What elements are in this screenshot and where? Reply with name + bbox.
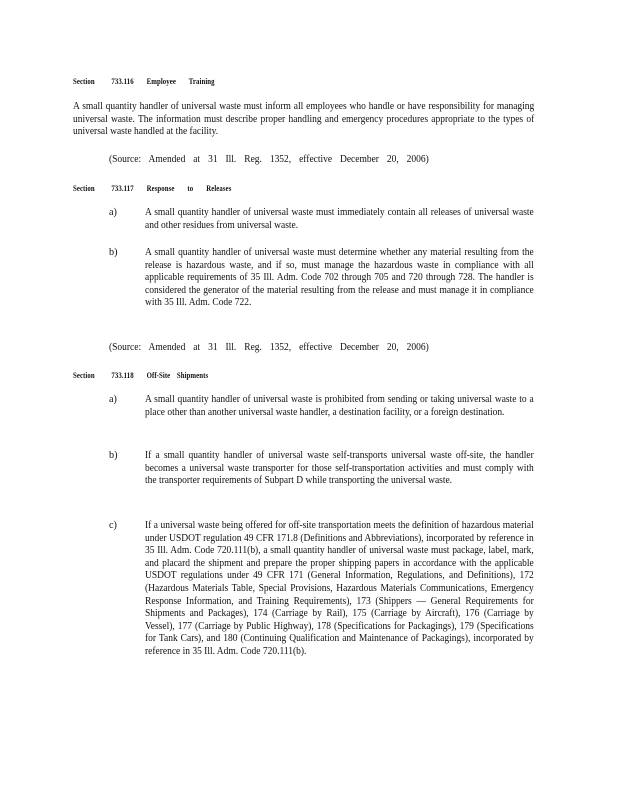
item-marker: b) <box>109 450 118 461</box>
section-label: Section <box>73 183 95 193</box>
section-title: Off-Site Shipments <box>146 370 209 380</box>
section-label: Section <box>73 76 95 86</box>
item-text: A small quantity handler of universal waste must immediately contain all releases of universal waste and other residues from universal waste. <box>145 207 534 231</box>
item-text: A small quantity handler of universal waste must determine whether any material resulting from the release is hazardous waste, and if so, must manage the hazardous waste in compliance with all applicable requirements of 35 Ill. Adm. Code 702 through 705 and 720 through 728. The handler is considered the generator of the material resulting from the release and must manage it in compliance with 35 Ill. Adm. Code 722. <box>145 247 534 309</box>
item-marker: c) <box>109 520 117 531</box>
section-title: Employee Training <box>146 76 215 86</box>
section-title: Response to Releases <box>146 183 232 193</box>
section-number: 733.118 <box>111 370 134 380</box>
section-heading-733-118 <box>73 370 208 380</box>
item-marker: a) <box>109 207 117 218</box>
item-marker: b) <box>109 247 118 258</box>
source-note-733-116: (Source: Amended at 31 Ill. Reg. 1352, effective December 20, 2006) <box>109 154 429 165</box>
section-number: 733.116 <box>111 76 134 86</box>
section-heading-733-116 <box>73 76 215 86</box>
item-text: If a small quantity handler of universal waste self-transports universal waste off-site, the handler becomes a universal waste transporter for those self-transportation activities and must comply with the transporter requirements of Subpart D while transporting the universal waste. <box>145 450 534 487</box>
section-heading-733-117 <box>73 183 231 193</box>
item-marker: a) <box>109 394 117 405</box>
source-note-733-117: (Source: Amended at 31 Ill. Reg. 1352, effective December 20, 2006) <box>109 342 429 353</box>
item-text: A small quantity handler of universal waste is prohibited from sending or taking universal waste to a place other than another universal waste handler, a destination facility, or a foreign destination. <box>145 394 534 418</box>
section-label: Section <box>73 370 95 380</box>
item-text: If a universal waste being offered for off-site transportation meets the definition of hazardous material under USDOT regulation 49 CFR 171.8 (Definitions and Abbreviations), incorporated by reference in 35 Ill. Adm. Code 720.111(b), a small quantity handler of universal waste must package, label, mark, and placard the shipment and prepare the proper shipping papers in accordance with the applicable USDOT regulations under 49 CFR 171 (General Information, Regulations, and Definitions), 172 (Hazardous Materials Table, Special Provisions, Hazardous Materials Communications, Emergency Response Information, and Training Requirements), 173 (Shippers — General Requirements for Shipments and Packages), 174 (Carriage by Rail), 175 (Carriage by Aircraft), 176 (Carriage by Vessel), 177 (Carriage by Public Highway), 178 (Specifications for Packagings), 179 (Specifications for Tank Cars), and 180 (Continuing Qualification and Maintenance of Packagings), incorporated by reference in 35 Ill. Adm. Code 720.111(b). <box>145 520 534 657</box>
section-body-733-116: A small quantity handler of universal waste must inform all employees who handle or have responsibility for managing universal waste. The information must describe proper handling and emergency procedures appropriate to the types of universal waste handled at the facility. <box>73 101 535 138</box>
section-number: 733.117 <box>111 183 134 193</box>
